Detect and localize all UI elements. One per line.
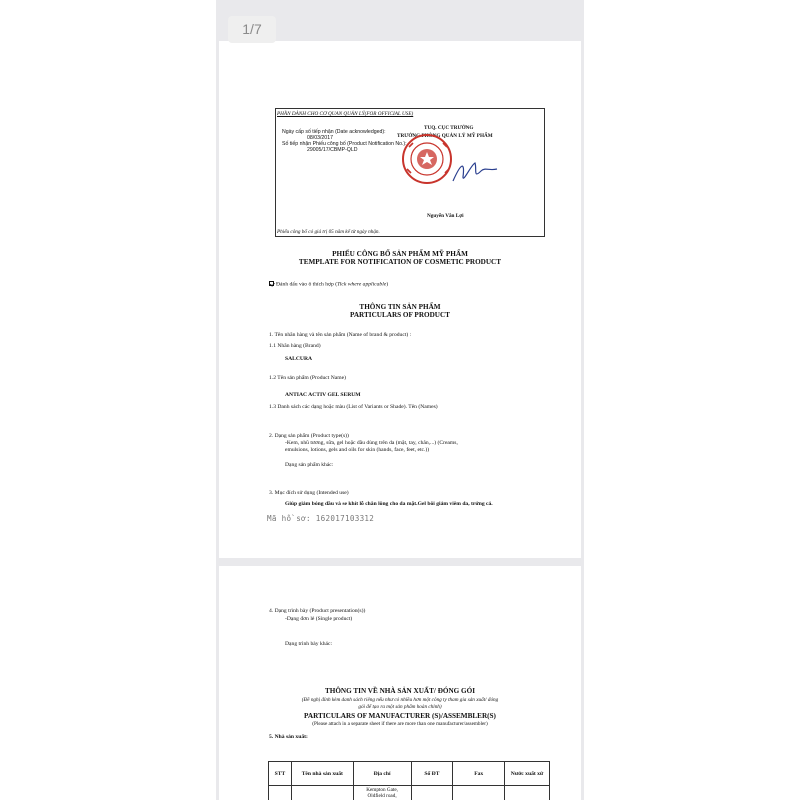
cell-phone (411, 786, 453, 800)
manufacturer-note-vi-2: gói để tạo ra một sản phẩm hoàn chỉnh) (358, 704, 442, 710)
manufacturer-section-title-vi: THÔNG TIN VỀ NHÀ SẢN XUẤT/ ĐÓNG GÓI (324, 687, 476, 695)
signer-name: Nguyễn Văn Lợi (427, 213, 464, 219)
official-seal-icon (401, 133, 453, 185)
manufacturer-section-title-en: PARTICULARS OF MANUFACTURER (S)/ASSEMBLER(S) (304, 712, 496, 720)
item-4-other: Dạng trình bày khác: (285, 641, 333, 647)
header-phone: Số ĐT (411, 762, 453, 786)
cell-manufacturer-name (291, 786, 353, 800)
header-origin-country: Nước xuất xứ (505, 762, 550, 786)
manufacturer-note-vi-1: (Đề nghị đính kèm danh sách riêng nếu như có nhiều hơn một công ty tham gia sản xuất/ đóng (301, 697, 499, 703)
checked-box-icon (269, 281, 274, 286)
item-4: 4. Dạng trình bày (Product presentation(s)) (269, 608, 366, 614)
authority-line-2: TRƯỞNG PHÒNG QUẢN LÝ MỸ PHẨM (397, 133, 493, 139)
notification-no-label: Số tiếp nhận Phiếu công bố (Product Notification No.): (282, 141, 407, 147)
cell-address (353, 786, 411, 800)
validity-note: Phiếu công bố có giá trị 05 năm kể từ ngày nhận. (277, 229, 380, 235)
item-3: 3. Mục đích sử dụng (Intended use) (269, 490, 349, 496)
item-4-value: -Dạng đơn lẻ (Single product) (285, 616, 353, 622)
address-line-2: Oldfield road, (367, 793, 397, 799)
official-use-header: PHẦN DÀNH CHO CƠ QUAN QUẢN LÝ(FOR OFFICIAL USE) (277, 111, 414, 117)
ack-date-label: Ngày cấp số tiếp nhận (Date acknowledged): (282, 129, 386, 135)
ack-date-value: 08/03/2017 (307, 135, 333, 141)
section-title-en: PARTICULARS OF PRODUCT (350, 311, 450, 319)
item-2: 2. Dạng sản phẩm (Product type(s)) (269, 433, 349, 439)
header-stt: STT (269, 762, 292, 786)
table-header-row (269, 762, 550, 786)
form-title-vi: PHIẾU CÔNG BỐ SẢN PHẨM MỸ PHẨM (332, 250, 468, 258)
item-2-line-1: -Kem, nhũ tương, sữa, gel hoặc dầu dùng trên da (mặt, tay, chân,...) (Creams, (285, 440, 458, 446)
authority-line-1: TUQ. CỤC TRƯỞNG (424, 125, 474, 131)
notification-no-value: 29005/17/CBMP-QLD (307, 147, 358, 153)
document-page-1 (219, 41, 581, 558)
item-1-2: 1.2 Tên sản phẩm (Product Name) (269, 375, 346, 381)
form-title-en: TEMPLATE FOR NOTIFICATION OF COSMETIC PRODUCT (298, 258, 502, 266)
item-2-line-2: emulsions, lotions, gels and oils for skin (hands, face, feet, etc.)) (285, 447, 430, 453)
intended-use-value: Giúp giảm bóng dầu và se khít lỗ chân lông cho da mặt.Gel bôi giảm viêm da, trứng cá. (285, 501, 493, 507)
section-title-vi: THÔNG TIN SẢN PHẨM (359, 303, 441, 311)
brand-value: SALCURA (285, 356, 313, 362)
item-1-1: 1.1 Nhãn hàng (Brand) (269, 343, 321, 349)
cell-origin-country (505, 786, 550, 800)
address-line-1: Kempton Gate, (366, 787, 398, 793)
header-address: Địa chỉ (353, 762, 411, 786)
item-1: 1. Tên nhãn hàng và tên sản phẩm (Name of brand & product) : (269, 332, 412, 338)
tick-note-vi: Đánh dấu vào ô thích hợp ( (276, 281, 338, 288)
header-fax: Fax (453, 762, 505, 786)
document-viewer[interactable] (216, 0, 584, 800)
item-1-3: 1.3 Danh sách các dạng hoặc màu (List of Variants or Shade). Tên (Names) (269, 404, 438, 410)
item-5: 5. Nhà sản xuất: (269, 734, 308, 740)
header-manufacturer-name: Tên nhà sản xuất (291, 762, 353, 786)
page-counter: 1/7 (228, 16, 276, 43)
signature-icon (451, 159, 499, 185)
product-name-value: ANTIAC ACTIV GEL SERUM (285, 392, 361, 398)
item-2-other: Dạng sản phẩm khác: (285, 462, 334, 468)
tick-note-en: Tick where applicable (337, 281, 387, 288)
cell-fax (453, 786, 505, 800)
document-page-2 (219, 566, 581, 800)
manufacturer-note-en: (Please attach in a separate sheet if there are more than one manufacturer/assembler) (312, 721, 488, 727)
tick-note (269, 281, 388, 289)
table-row (269, 786, 550, 800)
cell-stt (269, 786, 292, 800)
tick-note-end: ) (386, 281, 389, 288)
manufacturer-table (268, 761, 550, 800)
record-code: Mã hồ sơ: 162017103312 (267, 514, 375, 523)
